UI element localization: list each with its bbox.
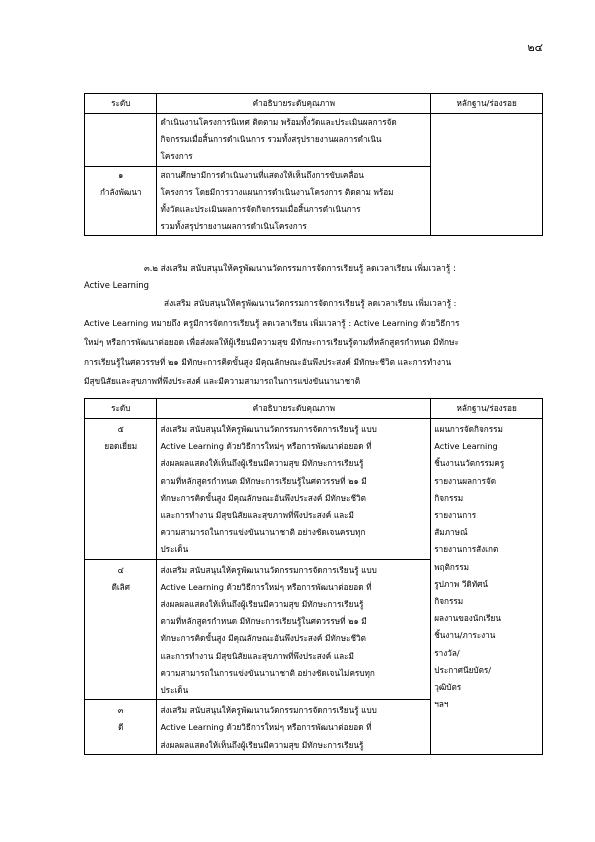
level-name: ดีเลิศ: [111, 581, 130, 592]
text-line: ประเด็น: [160, 685, 189, 696]
header-description: คำอธิบายระดับคุณภาพ: [157, 399, 431, 419]
table-row: [85, 419, 543, 560]
heading-line: ๓.๒ ส่งเสริม สนับสนุนให้ครูพัฒนานวัตกรรมการจัดการเรียนรู้ ลดเวลาเรียน เพิ่มเวลารู้ :: [144, 263, 456, 273]
evidence-cell: [431, 419, 543, 755]
text-line: ความสามารถในการแข่งขันนานาชาติ อย่างชัดเจนครบทุก: [160, 527, 366, 538]
text-line: โครงการ: [160, 151, 193, 162]
evidence-item: วุฒิบัตร: [434, 682, 462, 693]
section-paragraph: [84, 294, 544, 392]
text-line: กิจกรรมเมื่อสิ้นการดำเนินการ รวมทั้งสรุปรายงานผลการดำเนิน: [160, 134, 382, 145]
header-evidence: หลักฐาน/ร่องรอย: [431, 94, 543, 114]
text-line: ประเด็น: [160, 544, 189, 555]
text-line: และการทำงาน มีสุขนิสัยและสุขภาพที่พึงประสงค์ และมี: [160, 510, 354, 521]
text-line: ความสามารถในการแข่งขันนานาชาติ อย่างชัดเจนไม่ครบทุก: [160, 667, 375, 678]
evidence-cell: [431, 114, 543, 236]
level-cell: [85, 419, 157, 560]
level-cell: [85, 700, 157, 755]
text-line: Active Learning ด้วยวิธีการใหม่ๆ หรือการพัฒนาต่อยอด ที่: [160, 441, 372, 452]
text-line: ตามที่หลักสูตรกำหนด มีทักษะการเรียนรู้ในศตวรรษที่ ๒๑ มี: [160, 475, 367, 486]
paragraph-line: Active Learning หมายถึง ครูมีการจัดการเรียนรู้ ลดเวลาเรียน เพิ่มเวลารู้ : Active Learning ด้วยวิธีการ: [84, 317, 460, 328]
level-cell: [85, 114, 157, 167]
level-number: ๔: [117, 564, 124, 575]
text-line: สถานศึกษามีการดำเนินงานที่แสดงให้เห็นถึงการขับเคลื่อน: [160, 169, 364, 180]
evidence-item: กิจกรรม: [434, 596, 464, 607]
evidence-item: รายงานผลการจัด: [434, 475, 497, 486]
evidence-item: ฯลฯ: [434, 699, 449, 710]
text-line: ส่งผลผลแสดงให้เห็นถึงผู้เรียนมีความสุข มีทักษะการเรียนรู้: [160, 739, 364, 750]
text-line: โครงการ โดยมีการวางแผนการดำเนินงานโครงการ ติดตาม พร้อม: [160, 186, 394, 197]
level-cell: [85, 559, 157, 700]
description-cell: [157, 700, 431, 755]
evidence-item: ผลงานของนักเรียน: [434, 613, 501, 624]
paragraph-line: การเรียนรู้ในศตวรรษที่ ๒๑ มีทักษะการคิดขั้นสูง มีคุณลักษณะอันพึงประสงค์ มีทักษะชีวิต และการทำงาน: [84, 356, 452, 367]
level-number: ๓: [117, 705, 124, 716]
level-number: ๑: [118, 169, 124, 180]
page-number: ๒๔: [527, 41, 543, 54]
text-line: ดำเนินงานโครงการนิเทศ ติดตาม พร้อมทั้งวัดและประเมินผลการจัด: [160, 117, 397, 127]
evidence-item: รางวัล/: [434, 647, 460, 658]
text-line: ตามที่หลักสูตรกำหนด มีทักษะการเรียนรู้ในศตวรรษที่ ๒๑ มี: [160, 616, 367, 627]
quality-table: [84, 398, 543, 755]
text-line: รวมทั้งสรุปรายงานผลการดำเนินโครงการ: [160, 221, 307, 232]
text-line: ส่งผลผลแสดงให้เห็นถึงผู้เรียนมีความสุข มีทักษะการเรียนรู้: [160, 458, 364, 469]
description-cell: [157, 166, 431, 236]
evidence-item: แผนการจัดกิจกรรม: [434, 424, 503, 434]
evidence-item: รูปภาพ วีดิทัศน์: [434, 578, 488, 589]
evidence-item: พฤติกรรม: [434, 561, 470, 572]
text-line: ทักษะการคิดขั้นสูง มีคุณลักษณะอันพึงประสงค์ มีทักษะชีวิต: [160, 633, 366, 644]
text-line: ทั้งวัดและประเมินผลการจัดกิจกรรมเมื่อสิ้นการดำเนินการ: [160, 204, 361, 215]
level-number: ๕: [117, 424, 124, 434]
header-evidence: หลักฐาน/ร่องรอย: [431, 399, 543, 419]
paragraph-line: ส่งเสริม สนับสนุนให้ครูพัฒนานวัตกรรมการจัดการเรียนรู้ ลดเวลาเรียน เพิ่มเวลารู้ :: [164, 298, 457, 308]
evidence-item: สัมภาษณ์: [434, 527, 468, 538]
level-cell: [85, 166, 157, 236]
header-description: คำอธิบายระดับคุณภาพ: [157, 94, 431, 114]
table-header-row: [85, 399, 543, 419]
text-line: Active Learning ด้วยวิธีการใหม่ๆ หรือการพัฒนาต่อยอด ที่: [160, 722, 372, 733]
text-line: ส่งเสริม สนับสนุนให้ครูพัฒนานวัตกรรมการจัดการเรียนรู้ แบบ: [160, 564, 377, 575]
text-line: และการทำงาน มีสุขนิสัยและสุขภาพที่พึงประสงค์ และมี: [160, 650, 354, 661]
table-row: [85, 114, 543, 167]
paragraph-line: มีสุขนิสัยและสุขภาพที่พึงประสงค์ และมีความสามารถในการแข่งขันนานาชาติ: [84, 376, 361, 386]
evidence-item: รายงานการสังเกต: [434, 544, 499, 555]
description-cell: [157, 559, 431, 700]
level-name: กำลังพัฒนา: [99, 186, 142, 197]
evidence-item: รายงานการ: [434, 510, 477, 521]
evidence-item: Active Learning: [434, 441, 498, 452]
header-level: ระดับ: [85, 94, 157, 114]
header-level: ระดับ: [85, 399, 157, 419]
text-line: ส่งเสริม สนับสนุนให้ครูพัฒนานวัตกรรมการจัดการเรียนรู้ แบบ: [160, 424, 377, 434]
level-name: ยอดเยี่ยม: [104, 441, 138, 452]
evidence-item: ชิ้นงาน/ภาระงาน: [434, 630, 496, 641]
paragraph-line: ใหม่ๆ หรือการพัฒนาต่อยอด เพื่อส่งผลให้ผู้เรียนมีความสุข มีทักษะการเรียนรู้ตามที่หลักสูตรกำหนด มีทักษะ: [84, 337, 459, 347]
evidence-item: ประกาศนียบัตร/: [434, 664, 492, 675]
text-line: Active Learning ด้วยวิธีการใหม่ๆ หรือการพัฒนาต่อยอด ที่: [160, 581, 372, 592]
heading-line: Active Learning: [84, 280, 149, 290]
section-heading: [84, 260, 544, 294]
text-line: ส่งผลผลแสดงให้เห็นถึงผู้เรียนมีความสุข มีทักษะการเรียนรู้: [160, 599, 364, 610]
description-cell: [157, 114, 431, 167]
text-line: ส่งเสริม สนับสนุนให้ครูพัฒนานวัตกรรมการจัดการเรียนรู้ แบบ: [160, 705, 377, 716]
description-cell: [157, 419, 431, 560]
text-line: ทักษะการคิดขั้นสูง มีคุณลักษณะอันพึงประสงค์ มีทักษะชีวิต: [160, 492, 366, 503]
table-header-row: [85, 94, 543, 114]
quality-table-continued: [84, 93, 543, 236]
evidence-item: ชิ้นงานนวัตกรรมครู: [434, 458, 505, 469]
level-name: ดี: [118, 722, 124, 733]
evidence-item: กิจกรรม: [434, 492, 464, 503]
